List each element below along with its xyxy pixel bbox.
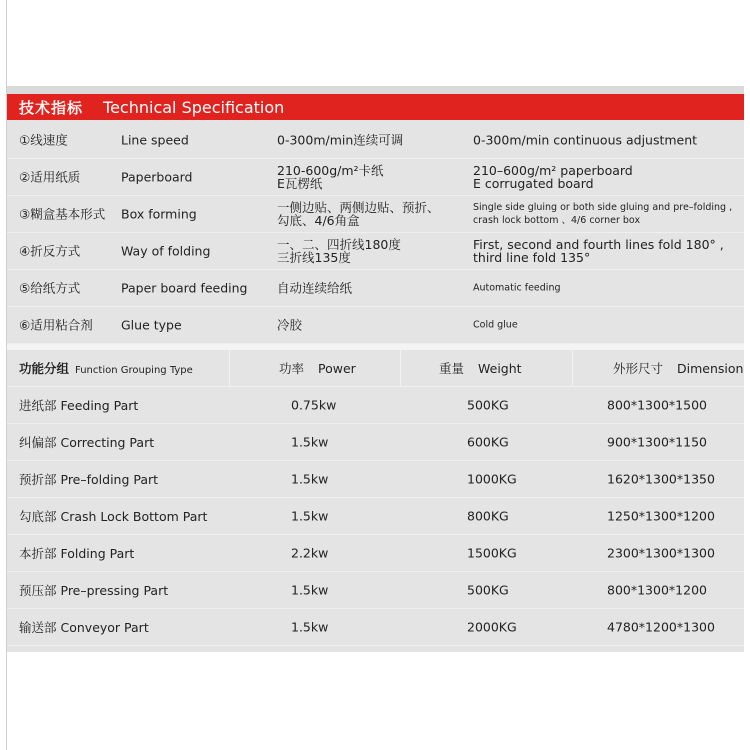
part-power: 1.5kw — [291, 434, 329, 450]
table-header-row — [7, 350, 744, 387]
spec-label-en: Glue type — [121, 317, 182, 333]
spec-value-en: First, second and fourth lines fold 180° , third line fold 135° — [473, 237, 724, 265]
spec-value-zh: 210-600g/m²卡纸 E瓦楞纸 — [277, 163, 384, 191]
spec-value-zh: 一、二、四折线180度 三折线135度 — [277, 237, 401, 265]
part-name: 输送部 Conveyor Part — [19, 620, 149, 635]
part-name: 本折部 Folding Part — [19, 546, 135, 561]
spec-label-en: Box forming — [121, 206, 197, 222]
part-dimension: 800*1300*1200 — [607, 582, 707, 598]
part-name: 进纸部 Feeding Part — [19, 398, 139, 413]
spec-value-zh: 冷胶 — [277, 317, 303, 333]
title-chinese: 技术指标 — [19, 98, 84, 117]
spec-label-zh: ⑥适用粘合剂 — [19, 317, 93, 333]
table-row — [7, 498, 744, 535]
part-name: 纠偏部 Correcting Part — [19, 435, 155, 450]
part-power: 1.5kw — [291, 471, 329, 487]
part-dimension: 4780*1200*1300 — [607, 619, 715, 635]
spec-label-zh: ③糊盒基本形式 — [19, 206, 106, 222]
spec-label-en: Paper board feeding — [121, 280, 248, 296]
part-dimension: 1250*1300*1200 — [607, 508, 715, 524]
table-row — [7, 424, 744, 461]
table-row — [7, 535, 744, 572]
spec-value-zh: 一侧边贴、两侧边贴、预折、 勾底、4/6角盒 — [277, 200, 440, 228]
spec-value-en: 0-300m/min continuous adjustment — [473, 132, 698, 148]
part-weight: 500KG — [467, 582, 509, 598]
part-power: 1.5kw — [291, 582, 329, 598]
title-english: Technical Specification — [103, 97, 285, 117]
part-weight: 800KG — [467, 508, 509, 524]
part-dimension: 800*1300*1500 — [607, 397, 707, 413]
part-power: 1.5kw — [291, 619, 329, 635]
part-power: 2.2kw — [291, 545, 329, 561]
spec-label-en: Way of folding — [121, 243, 211, 259]
spec-label-zh: ①线速度 — [19, 132, 68, 148]
header-weight: 重量 Weight — [439, 361, 522, 376]
header-power: 功率 Power — [279, 361, 356, 376]
part-dimension: 2300*1300*1300 — [607, 545, 715, 561]
part-weight: 500KG — [467, 397, 509, 413]
table-row — [7, 609, 744, 646]
column-divider — [229, 350, 230, 387]
part-name: 预压部 Pre–pressing Part — [19, 583, 169, 598]
spec-sheet — [7, 86, 744, 652]
part-weight: 1500KG — [467, 545, 517, 561]
spec-list — [7, 122, 744, 344]
spec-label-en: Line speed — [121, 132, 189, 148]
spec-value-en: Single side gluing or both side gluing and pre–folding , crash lock bottom 、4/6 corner box — [473, 202, 733, 226]
header-function-group: 功能分组 Function Grouping Type — [19, 361, 193, 376]
part-weight: 2000KG — [467, 619, 517, 635]
part-dimension: 1620*1300*1350 — [607, 471, 715, 487]
header-dimension: 外形尺寸 Dimension — [613, 361, 744, 376]
spec-row-paperboard — [7, 159, 744, 196]
part-name: 预折部 Pre–folding Part — [19, 472, 159, 487]
spec-row-box-forming — [7, 196, 744, 233]
spec-value-en: Cold glue — [473, 319, 518, 331]
spec-label-zh: ②适用纸质 — [19, 169, 81, 185]
part-dimension: 900*1300*1150 — [607, 434, 707, 450]
part-power: 0.75kw — [291, 397, 337, 413]
top-strip — [7, 86, 744, 94]
spec-value-en: 210–600g/m² paperboard E corrugated board — [473, 163, 633, 191]
table-row — [7, 461, 744, 498]
table-row — [7, 387, 744, 424]
part-name: 勾底部 Crash Lock Bottom Part — [19, 509, 208, 524]
column-divider — [400, 350, 401, 387]
spec-label-en: Paperboard — [121, 169, 193, 185]
spec-value-zh: 0-300m/min连续可调 — [277, 132, 404, 148]
spec-row-paper-feeding — [7, 270, 744, 307]
function-table — [7, 350, 744, 646]
title-bar — [7, 94, 744, 120]
part-power: 1.5kw — [291, 508, 329, 524]
spec-row-way-of-folding — [7, 233, 744, 270]
column-divider — [572, 350, 573, 387]
spec-value-zh: 自动连续给纸 — [277, 280, 353, 296]
part-weight: 600KG — [467, 434, 509, 450]
spec-label-zh: ④折反方式 — [19, 243, 81, 259]
spec-label-zh: ⑤给纸方式 — [19, 280, 81, 296]
table-row — [7, 572, 744, 609]
part-weight: 1000KG — [467, 471, 517, 487]
spec-value-en: Automatic feeding — [473, 282, 561, 294]
spec-row-glue-type — [7, 307, 744, 344]
spec-row-line-speed — [7, 122, 744, 159]
